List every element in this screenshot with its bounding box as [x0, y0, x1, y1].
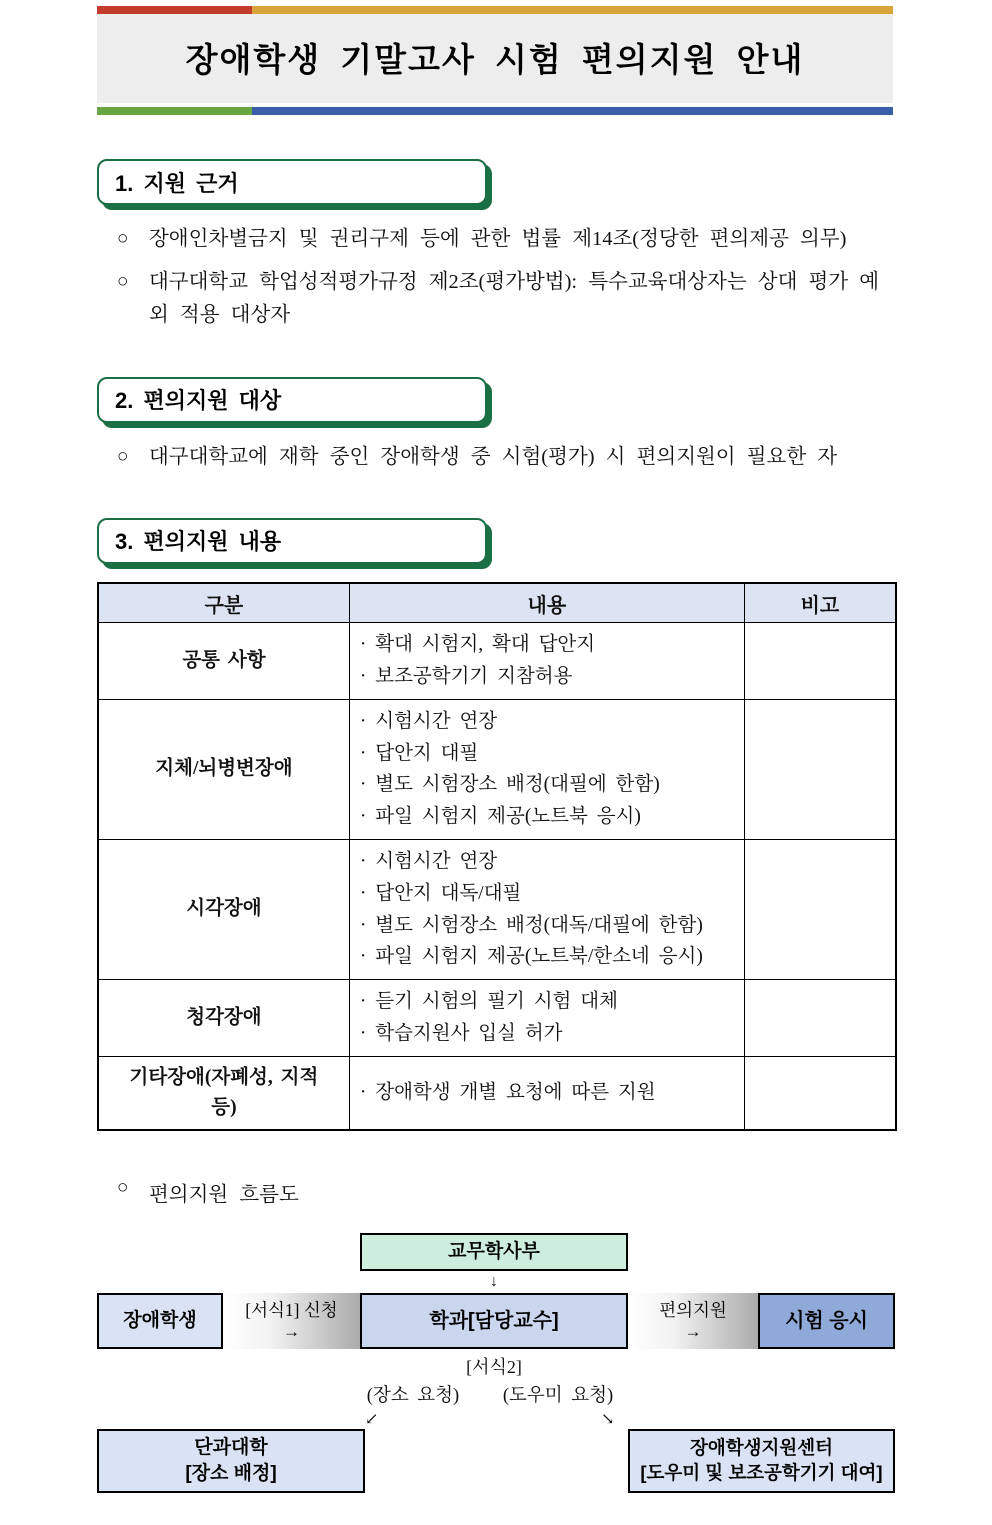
banner-bottom-bar-green-segment — [97, 107, 252, 115]
banner-top-bar — [97, 6, 893, 14]
down-left-arrow-icon: ↙ — [365, 1411, 379, 1429]
content-item: · 별도 시험장소 배정(대독/대필에 한함) — [359, 914, 703, 936]
flow-place-request-label: (장소 요청) — [366, 1386, 460, 1407]
page-title: 장애학생 기말고사 시험 편의지원 안내 — [185, 41, 805, 78]
flow-connector-support — [628, 1293, 758, 1349]
category-cell: 기타장애(자폐성, 지적 등) — [98, 1056, 349, 1130]
support-table-body — [98, 623, 896, 1130]
circle-bullet-icon: ○ — [117, 271, 129, 293]
table-row — [98, 699, 896, 839]
flow-box-support-center-line2: [도우미 및 보조공학기기 대여] — [640, 1462, 883, 1484]
content-item: · 확대 시험지, 확대 답안지 — [359, 634, 596, 656]
flow-connector-application-label: [서식1] 신청 — [245, 1299, 338, 1320]
content-item: · 듣기 시험의 필기 시험 대체 — [359, 991, 618, 1013]
section-1-title: 1. 지원 근거 — [115, 170, 239, 196]
category-cell: 지체/뇌병변장애 — [98, 699, 349, 839]
section-2-header — [97, 377, 487, 423]
right-arrow-icon: → — [684, 1322, 702, 1342]
note-cell — [744, 623, 896, 700]
content-cell — [349, 980, 744, 1057]
bullet-text: 대구대학교에 재학 중인 장애학생 중 시험(평가) 시 편의지원이 필요한 자 — [149, 445, 838, 468]
table-row — [98, 1056, 896, 1130]
section-1-bullets — [117, 223, 897, 333]
banner-top-bar-red-segment — [97, 6, 252, 14]
table-row — [98, 840, 896, 980]
banner-bottom-bar — [97, 107, 893, 115]
title-banner — [97, 6, 893, 115]
column-header-category: 구분 — [98, 583, 349, 623]
table-row — [98, 623, 896, 700]
content-item: · 시험시간 연장 — [359, 851, 498, 872]
content-item: · 보조공학기기 지참허용 — [359, 666, 573, 688]
column-header-note: 비고 — [744, 583, 896, 623]
flow-helper-request-label: (도우미 요청) — [502, 1386, 614, 1407]
content-cell — [349, 1056, 744, 1130]
flow-box-department: 학과[담당교수] — [360, 1293, 628, 1349]
flow-heading — [117, 1177, 897, 1207]
banner-bottom-bar-blue-segment — [252, 107, 893, 115]
section-3-title: 3. 편의지원 내용 — [115, 529, 282, 555]
content-item: · 답안지 대독/대필 — [359, 882, 522, 904]
section-2-bullets — [117, 441, 897, 474]
right-arrow-icon: → — [283, 1322, 300, 1342]
flow-box-college-line1: 단과대학 — [194, 1437, 268, 1459]
flow-box-support-center — [628, 1429, 895, 1493]
support-table-header-row — [98, 583, 896, 623]
bullet-text: 장애인차별금지 및 권리구제 등에 관한 법률 제14조(정당한 편의제공 의무) — [149, 228, 847, 250]
flow-form2-label: [서식2] — [466, 1357, 522, 1378]
flow-box-disabled-student: 장애학생 — [97, 1293, 223, 1349]
content-cell — [349, 840, 744, 980]
note-cell — [744, 699, 896, 839]
content-item: · 장애학생 개별 요청에 따른 지원 — [359, 1082, 656, 1104]
flow-box-college — [97, 1429, 365, 1493]
flow-box-take-exam: 시험 응시 — [758, 1293, 895, 1349]
flow-heading-label: 편의지원 흐름도 — [149, 1184, 299, 1207]
content-cell — [349, 699, 744, 839]
bullet-item — [117, 223, 897, 256]
content-item: · 학습지원사 입실 허가 — [359, 1022, 563, 1044]
flow-box-support-center-line1: 장애학생지원센터 — [690, 1437, 833, 1459]
bullet-text: 대구대학교 학업성적평가규정 제2조(평가방법): 특수교육대상자는 상대 평가 예외 적용 대상자 — [149, 271, 880, 327]
category-cell: 공통 사항 — [98, 623, 349, 700]
flow-box-academic-affairs: 교무학사부 — [360, 1233, 628, 1271]
category-cell: 시각장애 — [98, 840, 349, 980]
bullet-item — [117, 266, 897, 332]
section-2-title: 2. 편의지원 대상 — [115, 388, 282, 414]
flow-connector-application — [223, 1293, 360, 1349]
flow-connector-support-label: 편의지원 — [659, 1299, 727, 1320]
circle-bullet-icon: ○ — [117, 445, 129, 467]
content-item: · 파일 시험지 제공(노트북/한소네 응시) — [359, 946, 703, 968]
column-header-content: 내용 — [349, 583, 744, 623]
circle-bullet-icon: ○ — [117, 1177, 129, 1199]
support-table — [97, 582, 897, 1131]
circle-bullet-icon: ○ — [117, 228, 129, 249]
note-cell — [744, 980, 896, 1057]
table-row — [98, 980, 896, 1057]
note-cell — [744, 840, 896, 980]
note-cell — [744, 1056, 896, 1130]
down-right-arrow-icon: ↘ — [601, 1411, 615, 1429]
down-arrow-icon: ↓ — [490, 1273, 498, 1291]
banner-top-bar-orange-segment — [252, 6, 893, 14]
content-item: · 파일 시험지 제공(노트북 응시) — [359, 806, 641, 828]
flow-box-college-line2: [장소 배정] — [185, 1463, 277, 1485]
support-flowchart — [97, 1233, 895, 1495]
content-cell — [349, 623, 744, 700]
banner-body — [97, 14, 893, 103]
content-item: · 답안지 대필 — [359, 742, 479, 764]
section-3-header — [97, 518, 487, 564]
content-item: · 시험시간 연장 — [359, 710, 498, 732]
bullet-item — [117, 441, 897, 474]
category-cell: 청각장애 — [98, 980, 349, 1057]
section-1-header — [97, 159, 487, 205]
content-item: · 별도 시험장소 배정(대필에 한함) — [359, 774, 660, 796]
